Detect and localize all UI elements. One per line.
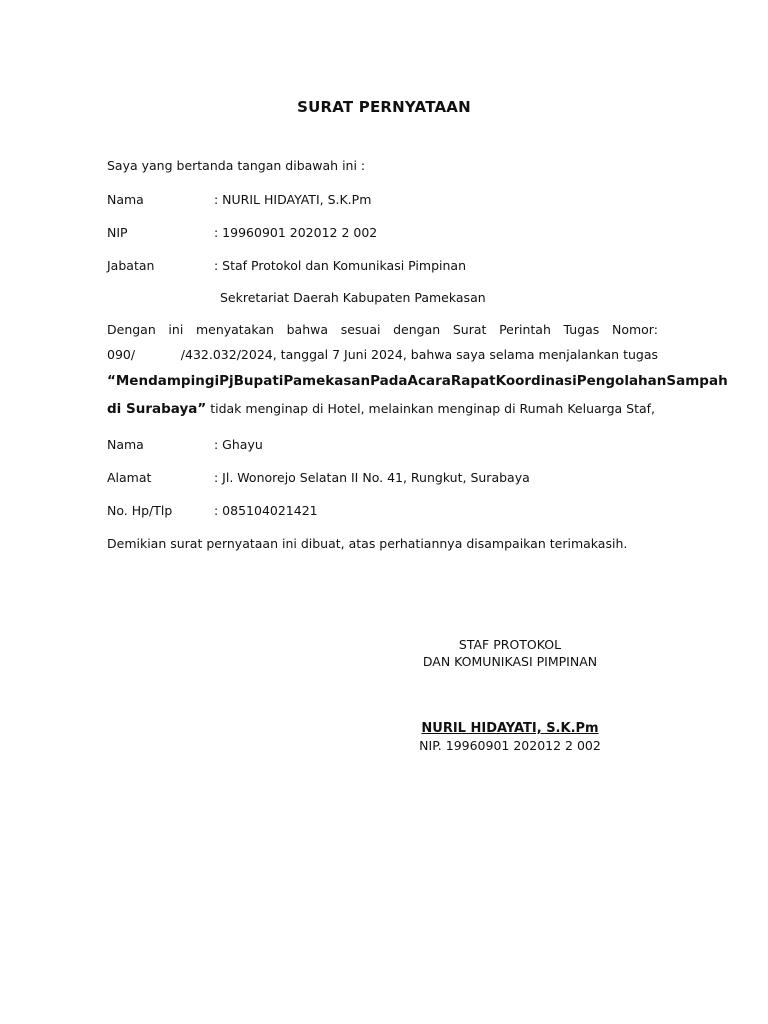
- statement-line-2-text: /432.032/2024, tanggal 7 Juni 2024, bahwa saya selama menjalankan tugas: [180, 347, 658, 362]
- host-phone-label: No. Hp/Tlp: [107, 503, 173, 518]
- host-address-label: Alamat: [107, 470, 152, 485]
- host-name-value: : Ghayu: [214, 437, 263, 452]
- signer-position-value-continued: Sekretariat Daerah Kabupaten Pamekasan: [220, 290, 486, 305]
- assignment-title-line-1: “Mendampingi Pj Bupati Pamekasan Pada Acara Rapat Koordinasi Pengolahan Sampah: [107, 373, 728, 389]
- host-name-label: Nama: [107, 437, 144, 452]
- closing-text: Demikian surat pernyataan ini dibuat, atas perhatiannya disampaikan terimakasih.: [107, 536, 628, 551]
- host-phone-value: : 085104021421: [214, 503, 318, 518]
- signer-name-row: [107, 192, 371, 207]
- signature-position-line-2: DAN KOMUNIKASI PIMPINAN: [422, 654, 598, 669]
- signer-name-value: : NURIL HIDAYATI, S.K.Pm: [214, 192, 372, 207]
- signer-position-label: Jabatan: [107, 258, 155, 273]
- signer-name-label: Nama: [107, 192, 144, 207]
- signer-nip-label: NIP: [107, 225, 128, 240]
- signer-position-row: [107, 258, 466, 273]
- signer-position-value: : Staf Protokol dan Komunikasi Pimpinan: [214, 258, 466, 273]
- host-phone-row: [107, 503, 318, 518]
- statement-line-1: Dengan ini menyatakan bahwa sesuai dengan Surat Perintah Tugas Nomor:: [107, 322, 658, 337]
- signature-nip: NIP. 19960901 202012 2 002: [419, 738, 601, 753]
- signature-block-name: [405, 720, 615, 736]
- letter-number-prefix: 090/: [107, 347, 136, 362]
- statement-line-4: [107, 401, 655, 417]
- host-address-value: : Jl. Wonorejo Selatan II No. 41, Rungkut, Surabaya: [214, 470, 530, 485]
- signature-position-line-1: STAF PROTOKOL: [458, 637, 562, 652]
- intro-text: Saya yang bertanda tangan dibawah ini :: [107, 158, 366, 173]
- signer-nip-row: [107, 225, 377, 240]
- statement-line-4-text: tidak menginap di Hotel, melainkan menginap di Rumah Keluarga Staf,: [206, 401, 656, 416]
- assignment-title-line-2: di Surabaya”: [107, 401, 207, 417]
- host-address-row: [107, 470, 530, 485]
- signature-name: NURIL HIDAYATI, S.K.Pm: [421, 721, 599, 736]
- statement-line-2: [107, 347, 658, 362]
- document-title: SURAT PERNYATAAN: [297, 98, 471, 116]
- host-name-row: [107, 437, 263, 452]
- signer-nip-value: : 19960901 202012 2 002: [214, 225, 378, 240]
